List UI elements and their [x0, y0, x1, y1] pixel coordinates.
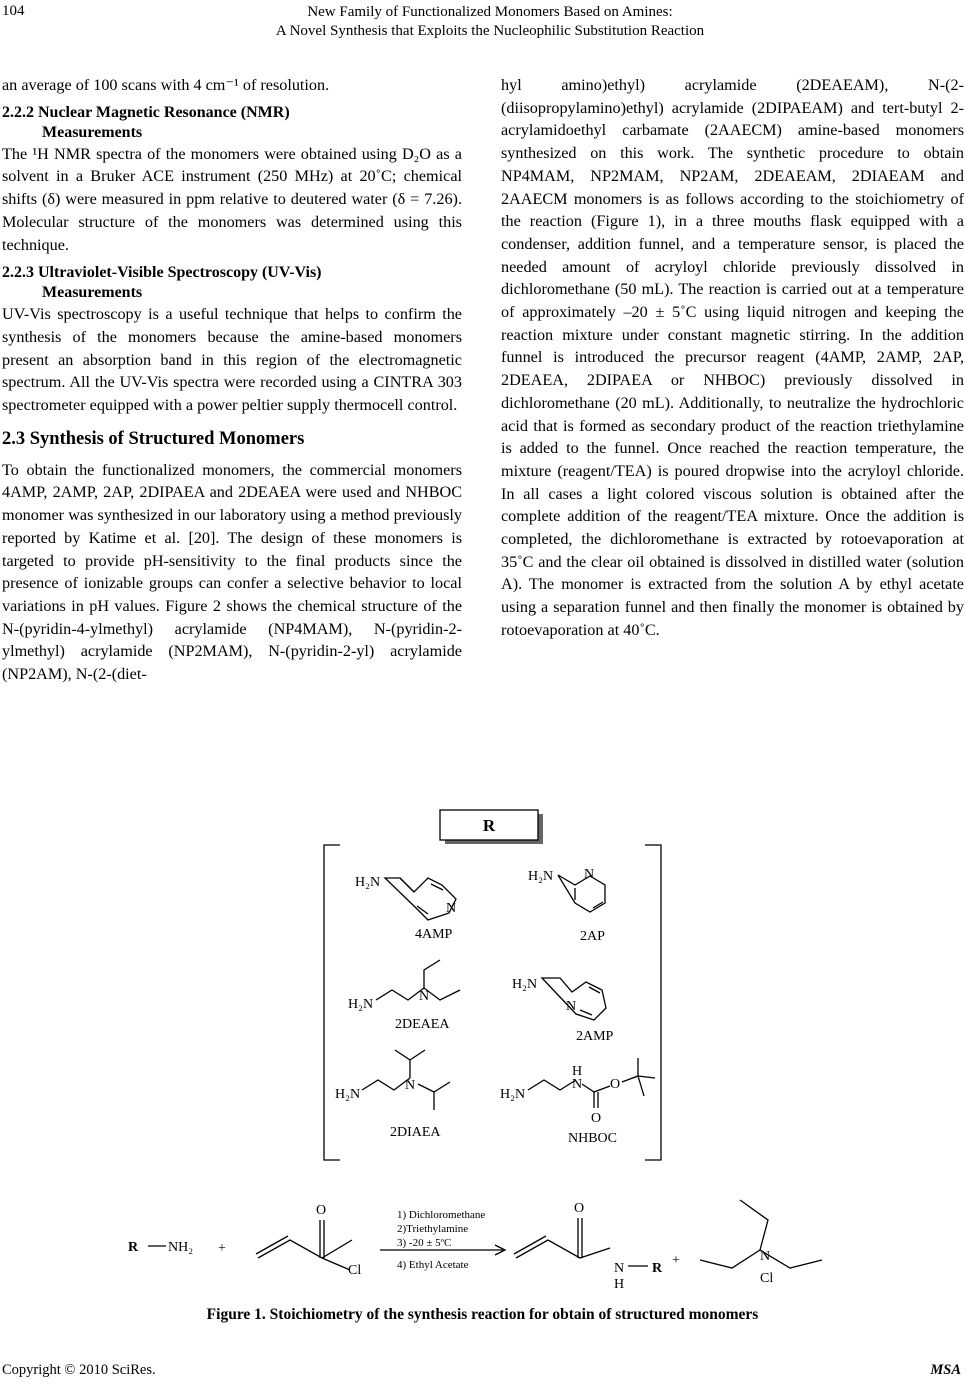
paragraph-procedure: hyl amino)ethyl) acrylamide (2DEAEAM), N-(2-(diisopropylamino)ethyl) acrylamide (2DIPAEAM) and tert-butyl 2-acrylamidoethyl carbamate (2AAECM) amine-based monomers synthesized on this work. The synthetic procedure to obtain NP4MAM, NP2MAM, NP2AM, 2DEAEAM, 2DIAEAM and 2AAECM monomers is as follows according to the stoichiometry of the reaction (Figure 1), in a three mouths flask equipped with a condenser, addition funnel, and a temperature sensor, is placed the needed amount of acryloyl chloride previously dissolved in dichloromethane (50 mL). The reaction is carried out at a temperature of approximately –20 ± 5˚C using liquid nitrogen and keeping the reaction mixture under constant magnetic stirring. In the addition funnel is introduced the precursor reagent (4AMP, 2AMP, 2AP, 2DEAEA, 2DIPAEA or NHBOC) previously dissolved in dichloromethane (20 mL). Additionally, to neutralize the hydrochloric acid that is formed as secondary product of the reaction triethylamine is added to the funnel. Once reached the reaction temperature, the mixture (reagent/TEA) is poured dropwise into the acryloyl chloride. In all cases a light colored viscous solution is obtained after the complete addition of the reagent/TEA mixture. Once the addition is completed, the dichloromethane is extracted by rotoevaporation at 35˚C and the clear oil obtained is dissolved in distilled water (solution A). The monomer is extracted from the solution A by ethyl acetate using a separation funnel and then finally the monomer is obtained by rotoevaporation at 40˚C.: [501, 76, 964, 639]
paragraph-uv: UV-Vis spectroscopy is a useful technique that helps to confirm the synthesis of the monomers because the amine-based monomers present an absorption band in this region of the electromagnetic spectrum. All the UV-Vis spectra were recorded using a CINTRA 303 spectrometer equipped with a power peltier supply thermocell control.: [2, 305, 462, 415]
n-2ap: N: [584, 867, 595, 882]
condition-1: 1) Dichloromethane: [397, 1209, 486, 1221]
h2n-nhboc: H₂N: [500, 1087, 526, 1102]
n-2amp: N: [566, 999, 577, 1014]
h2n-4amp: H₂N: [355, 875, 381, 890]
nh2-reactant: NH₂: [168, 1240, 194, 1255]
n-2deaea: N: [419, 989, 430, 1004]
cl-acryloyl: Cl: [348, 1263, 362, 1278]
plus-1: +: [218, 1241, 226, 1256]
o-acryloyl: O: [316, 1203, 327, 1218]
label-2ap: 2AP: [580, 929, 605, 944]
label-4amp: 4AMP: [415, 927, 453, 942]
running-header-line1: New Family of Functionalized Monomers Based on Amines:: [307, 4, 673, 20]
condition-3: 3) -20 ± 5ºC: [397, 1237, 452, 1249]
condition-2: 2)Triethylamine: [397, 1223, 469, 1235]
journal-name: MSA: [930, 1362, 961, 1378]
r-reactant: R: [128, 1240, 139, 1255]
label-2diaea: 2DIAEA: [390, 1125, 441, 1140]
condition-4: 4) Ethyl Acetate: [397, 1259, 469, 1271]
structure-2ap: [558, 875, 605, 912]
left-column: [2, 74, 462, 686]
page-number: 104: [2, 3, 25, 19]
structure-nhboc: [528, 1058, 655, 1108]
paragraph-nmr: The ¹H NMR spectra of the monomers were obtained using D₂O as a solvent in a Bruker ACE instrument (250 MHz) at 20˚C; chemical shifts (δ) were measured in ppm relative to deutered water (δ = 7.26). Molecular structure of the monomers was determined using this technique.: [2, 144, 462, 254]
label-2deaea: 2DEAEA: [395, 1017, 450, 1032]
h-product: H: [614, 1277, 625, 1292]
running-header-line2: A Novel Synthesis that Exploits the Nucleophilic Substitution Reaction: [275, 23, 705, 39]
copyright: Copyright © 2010 SciRes.: [2, 1362, 156, 1378]
n-teahcl: N: [760, 1249, 771, 1264]
r-box-label: R: [482, 816, 496, 835]
h2n-2ap: H₂N: [528, 869, 554, 884]
section-heading-nmr: 2.2.2 Nuclear Magnetic Resonance (NMR) Measurements: [2, 103, 290, 141]
right-bracket: [645, 845, 661, 1160]
o-product: O: [574, 1201, 585, 1216]
r-product: R: [652, 1261, 663, 1276]
section-heading-uv: 2.2.3 Ultraviolet-Visible Spectroscopy (UV-Vis) Measurements: [2, 264, 322, 302]
right-column: [501, 74, 964, 642]
left-bracket: [324, 845, 340, 1160]
h-nhboc: H: [572, 1064, 583, 1079]
label-nhboc: NHBOC: [568, 1131, 618, 1146]
cl-teahcl: Cl: [760, 1271, 774, 1286]
section-heading-synthesis: 2.3 Synthesis of Structured Monomers: [2, 428, 305, 449]
o-carbonyl-nhboc: O: [591, 1111, 602, 1126]
n-4amp: N: [446, 901, 457, 916]
o-ester-nhboc: O: [610, 1077, 621, 1092]
structure-2deaea: [376, 960, 460, 1000]
figure-1: [0, 800, 965, 1300]
figure-caption: Figure 1. Stoichiometry of the synthesis reaction for obtain of structured monomers: [206, 1306, 759, 1323]
h2n-2deaea: H₂N: [348, 997, 374, 1012]
running-header: [120, 3, 860, 41]
label-2amp: 2AMP: [576, 1029, 614, 1044]
paragraph-synthesis: To obtain the functionalized monomers, the commercial monomers 4AMP, 2AMP, 2AP, 2DIPAEA and 2DEAEA were used and NHBOC monomer was synthesized in our laboratory using a method previously reported by Katime et al. [20]. The design of these monomers is targeted to provide pH-sensitivity to the final products since the presence of ionizable groups can confer a selective behavior to local variations in pH values. Figure 2 shows the chemical structure of the N-(pyridin-4-ylmethyl) acrylamide (NP4MAM), N-(pyridin-2-ylmethyl) acrylamide (NP2MAM), N-(pyridin-2-yl) acrylamide (NP2AM), N-(2-(diet-: [2, 460, 462, 684]
h2n-2diaea: H₂N: [335, 1087, 361, 1102]
paragraph-ftir-end: an average of 100 scans with 4 cm⁻¹ of resolution.: [2, 76, 330, 94]
n-product: N: [614, 1261, 625, 1276]
h2n-2amp: H₂N: [512, 977, 538, 992]
plus-2: +: [672, 1253, 680, 1268]
n-nhboc: N: [572, 1077, 583, 1092]
n-2diaea: N: [405, 1078, 416, 1093]
